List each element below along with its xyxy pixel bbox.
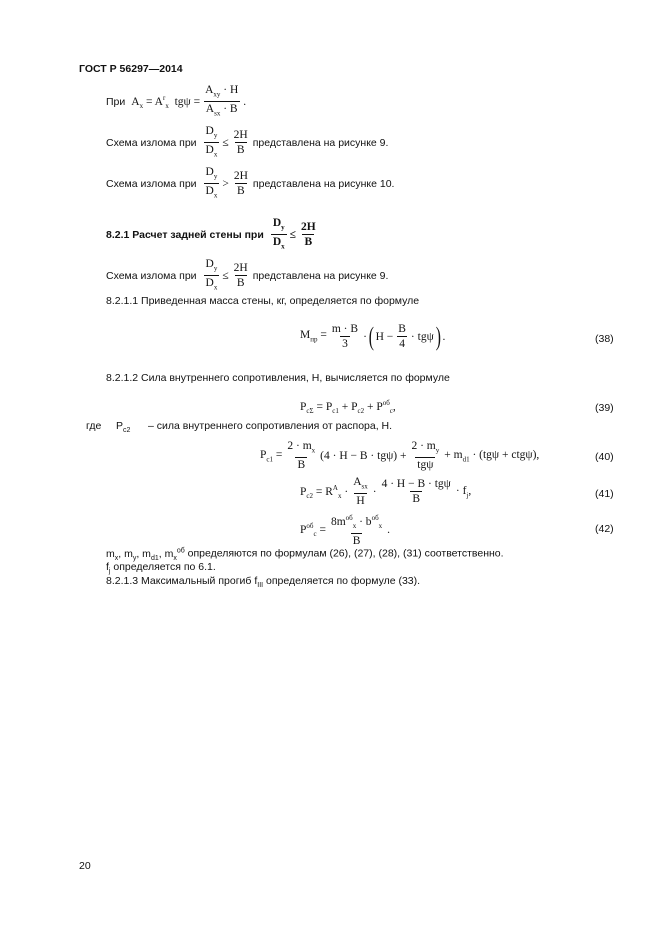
- eq-number-41: (41): [595, 488, 614, 500]
- fj-symbol: $f_j$: [106, 561, 111, 576]
- pc2-symbol: $P_{c2}$: [116, 420, 131, 435]
- condition-line-1: При $A_x = A^r_x$ tgψ = $\frac{A_{xy} \cdot H}{A_{sx} \cdot B}$ .: [106, 84, 247, 118]
- section-8-2-1-heading: [106, 217, 321, 253]
- text-pri: При: [106, 95, 126, 108]
- fraction-dy-dx-bold: $\frac{D_y}{D_x}$: [272, 217, 285, 251]
- text-schema-3: Схема излома при: [106, 269, 197, 282]
- variables-text: определяются по формулам (26), (27), (28), (31) соответственно.: [187, 547, 504, 560]
- formula-38: $M_{пр}$ = $\frac{m \cdot B}{3}$ · ( H − $\frac{B}{4}$ · tgψ ) .: [300, 321, 446, 351]
- fraction-2h-b-bold: $\frac{2H}{B}$: [300, 221, 316, 249]
- formula-39: $P_{c\Sigma} = P_{c1} + P_{c2} + P^{об}_c$,: [300, 399, 396, 416]
- pc2-description: – сила внутреннего сопротивления от распора, Н.: [148, 420, 393, 432]
- text-fig9-a: представлена на рисунке 9.: [252, 136, 389, 149]
- text-schema-1: Схема излома при: [106, 136, 197, 149]
- le-sign-bold: ≤: [289, 228, 296, 241]
- fj-text: определяется по 6.1.: [113, 561, 216, 573]
- where-label: где: [86, 420, 102, 432]
- fraction-dy-dx: $\frac{D_y}{D_x}$: [205, 125, 218, 159]
- paragraph-8-2-1-1: 8.2.1.1 Приведенная масса стены, кг, определяется по формуле: [106, 295, 420, 307]
- text-fig9-b: представлена на рисунке 9.: [252, 269, 389, 282]
- section-title: 8.2.1 Расчет задней стены при: [106, 228, 264, 241]
- paragraph-8-2-1-2: 8.2.1.2 Сила внутреннего сопротивления, Н, вычисляется по формуле: [106, 372, 450, 384]
- le-sign: ≤: [222, 136, 229, 149]
- eq-number-38: (38): [595, 333, 614, 345]
- fraction-dy-dx-3: $\frac{D_y}{D_x}$: [205, 258, 218, 292]
- fraction-dy-dx-2: $\frac{D_y}{D_x}$: [205, 166, 218, 200]
- page-number: 20: [79, 860, 91, 872]
- formula-42: $P^{об}_c$ = $\frac{8m^{об}_x \cdot b^{об}_x}{B}$ .: [300, 514, 390, 548]
- p8213-suffix: определяется по формуле (33).: [266, 575, 421, 587]
- p8213-prefix: 8.2.1.3 Максимальный прогиб f: [106, 575, 258, 587]
- eq-number-40: (40): [595, 451, 614, 463]
- condition-line-2: [106, 125, 388, 161]
- fraction-2h-b-3: $\frac{2H}{B}$: [233, 262, 248, 290]
- variables-line: [106, 547, 504, 562]
- fraction-2h-b: $\frac{2H}{B}$: [233, 129, 248, 157]
- fraction-axy-h: $\frac{A_{xy} \cdot H}{A_{sx} \cdot B}$: [205, 84, 239, 118]
- text-schema-2: Схема излома при: [106, 177, 197, 190]
- formula-41: $P_{c2} = R^A_x$ · $\frac{A_{sx}}{H}$ · $\frac{\text{4 · H − B · tgψ}}{B}$ · $f_j$,: [300, 476, 472, 508]
- fraction-2h-b-2: $\frac{2H}{B}$: [233, 170, 248, 198]
- condition-line-5: [106, 258, 388, 294]
- le-sign-2: ≤: [222, 269, 229, 282]
- eq-number-39: (39): [595, 402, 614, 414]
- eq-number-42: (42): [595, 523, 614, 535]
- formula-40: $P_{c1}$ = $\frac{2 \cdot m_x}{B}$ (4 · H − B · tgψ) + $\frac{2 \cdot m_y}{\text{tgψ}}$ + $m_{d1} \cdot (tg\psi + ctg\psi)$,: [260, 440, 540, 472]
- fj-line: [106, 561, 216, 575]
- condition-line-3: [106, 166, 394, 202]
- gt-sign: >: [222, 177, 229, 190]
- text-fig10: представлена на рисунке 10.: [252, 177, 395, 190]
- variables-symbols: $m_x$, $m_y$, $m_{d1}$, $m_x^{об}$: [106, 547, 185, 562]
- formula-ax-eq: $A_x = A^r_x$ tgψ =: [131, 93, 201, 110]
- paragraph-8-2-1-3: 8.2.1.3 Максимальный прогиб $f_{III}$ определяется по формуле (33).: [106, 575, 421, 590]
- document-header: ГОСТ Р 56297—2014: [79, 63, 183, 75]
